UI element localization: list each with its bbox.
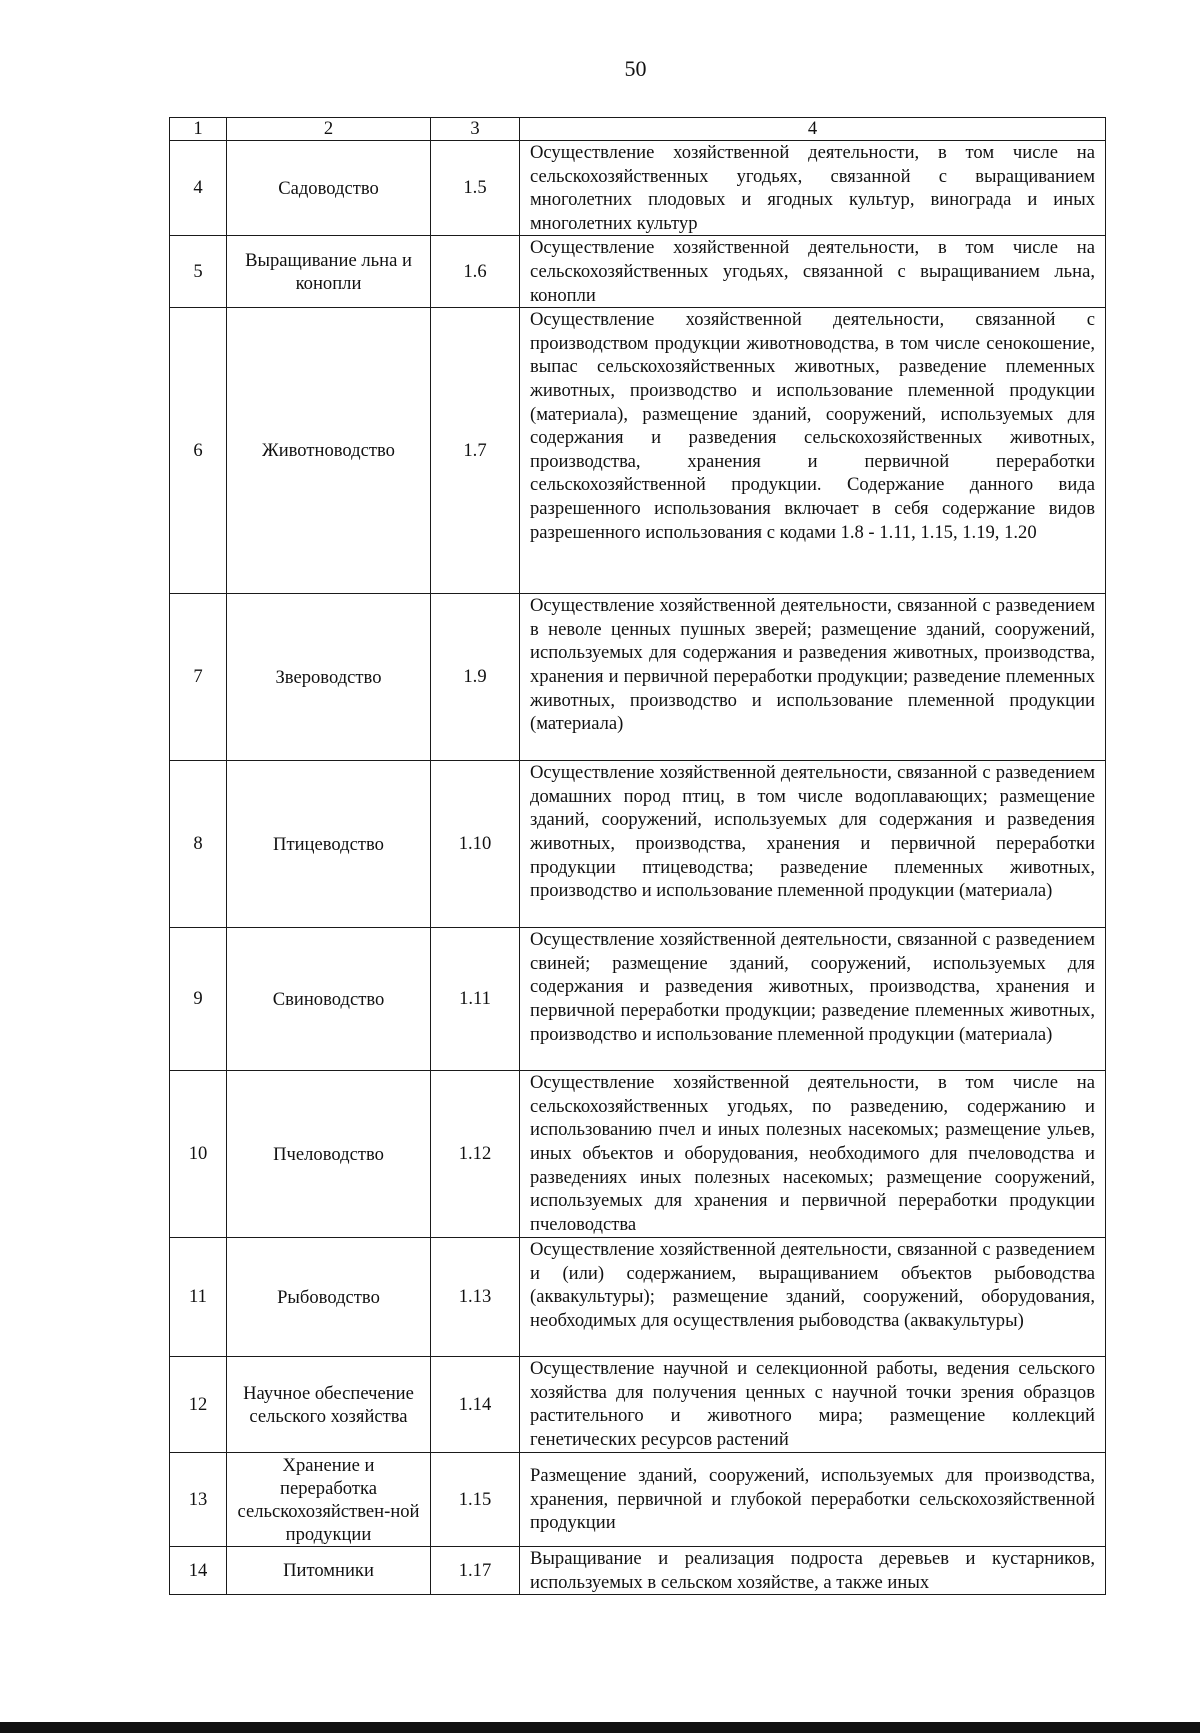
use-type-code: 1.14 [431,1357,520,1453]
header-col-3: 3 [431,118,520,141]
use-type-name: Научное обеспечение сельского хозяйства [227,1357,431,1453]
page-number: 50 [624,56,647,81]
use-type-description: Осуществление хозяйственной деятельности, в том числе на сельскохозяйственных угодьях, связанной с выращиванием льна, конопли [520,236,1106,308]
use-type-name: Звероводство [227,594,431,761]
use-type-code: 1.17 [431,1547,520,1595]
use-type-code: 1.10 [431,761,520,928]
table-header-row [170,118,1106,141]
header-col-1: 1 [170,118,227,141]
row-number: 6 [170,308,227,594]
use-type-code: 1.11 [431,928,520,1071]
table-row [170,308,1106,594]
use-type-code: 1.15 [431,1453,520,1547]
use-type-code: 1.13 [431,1238,520,1357]
use-type-description: Осуществление хозяйственной деятельности, связанной с разведением в неволе ценных пушных зверей; размещение зданий, сооружений, используемых для содержания и разведения животных, производства, хранения и первичной переработки продукции; разведение племенных животных, производство и использование племенной продукции (материала) [520,594,1106,761]
use-type-name: Питомники [227,1547,431,1595]
use-type-name: Хранение и переработка сельскохозяйствен-ной продукции [227,1453,431,1547]
row-number: 11 [170,1238,227,1357]
use-type-code: 1.5 [431,141,520,236]
row-number: 9 [170,928,227,1071]
use-type-description: Осуществление хозяйственной деятельности, в том числе на сельскохозяйственных угодьях, связанной с выращиванием многолетних плодовых и ягодных культур, винограда и иных многолетних культур [520,141,1106,236]
table-row [170,1238,1106,1357]
row-number: 13 [170,1453,227,1547]
row-number: 4 [170,141,227,236]
table-row [170,1547,1106,1595]
use-type-code: 1.7 [431,308,520,594]
row-number: 12 [170,1357,227,1453]
use-type-name: Пчеловодство [227,1071,431,1238]
use-type-code: 1.12 [431,1071,520,1238]
row-number: 5 [170,236,227,308]
use-type-name: Птицеводство [227,761,431,928]
row-number: 7 [170,594,227,761]
use-type-name: Свиноводство [227,928,431,1071]
row-number: 14 [170,1547,227,1595]
use-type-name: Рыбоводство [227,1238,431,1357]
table-row [170,594,1106,761]
use-type-name: Выращивание льна и конопли [227,236,431,308]
table-row [170,761,1106,928]
use-type-description: Осуществление хозяйственной деятельности, связанной с разведением свиней; размещение зданий, сооружений, используемых для содержания и разведения животных, производства, хранения и первичной переработки продукции; разведение племенных животных, производство и использование племенной продукции (материала) [520,928,1106,1071]
use-type-name: Садоводство [227,141,431,236]
land-use-table [169,117,1106,1595]
table-row [170,928,1106,1071]
use-type-code: 1.6 [431,236,520,308]
use-type-code: 1.9 [431,594,520,761]
use-type-description: Осуществление хозяйственной деятельности, связанной с производством продукции животноводства, в том числе сенокошение, выпас сельскохозяйственных животных, разведение племенных животных, производство и использование племенной продукции (материала), размещение зданий, сооружений, используемых для содержания и разведения сельскохозяйственных животных, производства, хранения и первичной переработки сельскохозяйственной продукции. Содержание данного вида разрешенного использования включает в себя содержание видов разрешенного использования с кодами 1.8 - 1.11, 1.15, 1.19, 1.20 [520,308,1106,594]
table-row [170,1357,1106,1453]
row-number: 10 [170,1071,227,1238]
scan-edge-line [0,1722,1200,1733]
use-type-description: Осуществление хозяйственной деятельности, связанной с разведением домашних пород птиц, в том числе водоплавающих; размещение зданий, сооружений, используемых для содержания и разведения животных, производства, хранения и первичной переработки продукции птицеводства; разведение племенных животных, производство и использование племенной продукции (материала) [520,761,1106,928]
use-type-description: Осуществление хозяйственной деятельности, связанной с разведением и (или) содержанием, выращиванием объектов рыбоводства (аквакультуры); размещение зданий, сооружений, оборудования, необходимых для осуществления рыбоводства (аквакультуры) [520,1238,1106,1357]
header-col-2: 2 [227,118,431,141]
table-row [170,141,1106,236]
use-type-description: Выращивание и реализация подроста деревьев и кустарников, используемых в сельском хозяйстве, а также иных [520,1547,1106,1595]
use-type-description: Осуществление научной и селекционной работы, ведения сельского хозяйства для получения ценных с научной точки зрения образцов растительного и животного мира; размещение коллекций генетических ресурсов растений [520,1357,1106,1453]
use-type-name: Животноводство [227,308,431,594]
table-row [170,1071,1106,1238]
use-type-description: Осуществление хозяйственной деятельности, в том числе на сельскохозяйственных угодьях, по разведению, содержанию и использованию пчел и иных полезных насекомых; размещение ульев, иных объектов и оборудования, необходимого для пчеловодства и разведениях иных полезных насекомых; размещение сооружений, используемых для хранения и первичной переработки продукции пчеловодства [520,1071,1106,1238]
table-row [170,236,1106,308]
row-number: 8 [170,761,227,928]
use-type-description: Размещение зданий, сооружений, используемых для производства, хранения, первичной и глубокой переработки сельскохозяйственной продукции [520,1453,1106,1547]
header-col-4: 4 [520,118,1106,141]
table-row [170,1453,1106,1547]
